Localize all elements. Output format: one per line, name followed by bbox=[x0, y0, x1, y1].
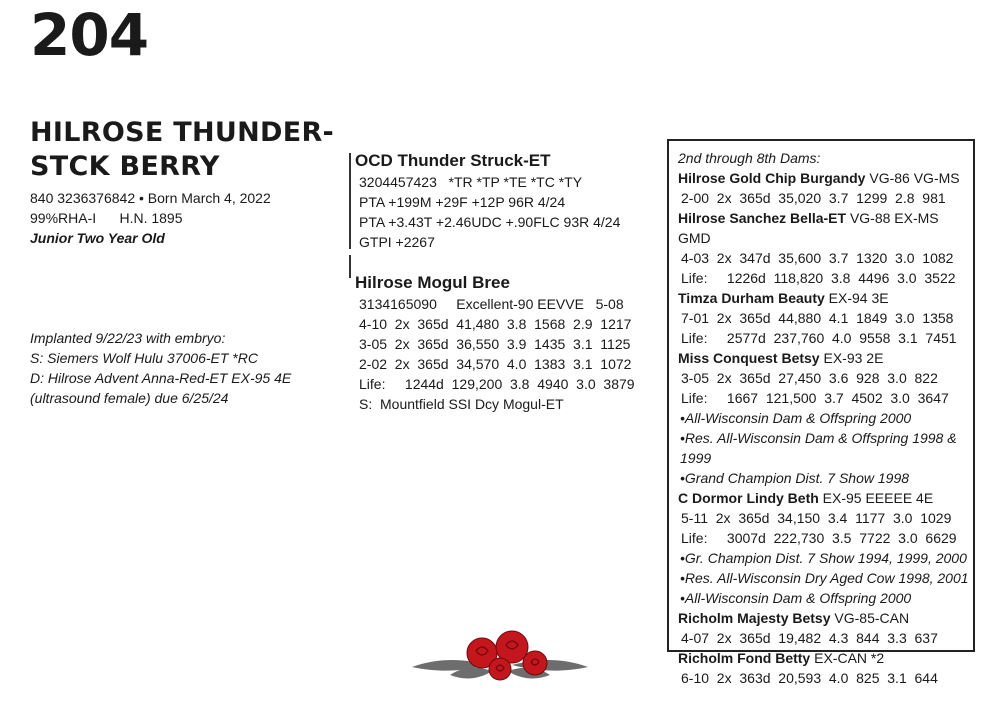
animal-info bbox=[30, 188, 271, 248]
dam-note: •Res. All-Wisconsin Dam & Offspring 1998 & 1999 bbox=[680, 430, 957, 466]
dam-entry-score: VG-86 VG-MS bbox=[865, 170, 960, 186]
dam-block bbox=[354, 272, 635, 414]
dam-note: •Res. All-Wisconsin Dry Aged Cow 1998, 2001 bbox=[680, 570, 969, 586]
dam-entry-score: VG-85-CAN bbox=[830, 610, 910, 626]
dams-heading: 2nd through 8th Dams: bbox=[678, 150, 821, 166]
dam-entry-score: EX-94 3E bbox=[824, 290, 889, 306]
id-line: 840 3236376842 • Born March 4, 2022 bbox=[30, 190, 271, 206]
dam-line: S: Mountfield SSI Dcy Mogul-ET bbox=[359, 396, 564, 412]
dam-name: Hilrose Mogul Bree bbox=[355, 273, 510, 292]
dam-note: •Grand Champion Dist. 7 Show 1998 bbox=[680, 470, 910, 486]
dam-record: 5-11 2x 365d 34,150 3.4 1177 3.0 1029 bbox=[681, 510, 952, 526]
embryo-line: S: Siemers Wolf Hulu 37006-ET *RC bbox=[30, 350, 258, 366]
dam-entry-score: EX-93 2E bbox=[819, 350, 884, 366]
dam-record: Life: 1667 121,500 3.7 4502 3.0 3647 bbox=[681, 390, 949, 406]
dam-entry bbox=[678, 608, 973, 628]
embryo-info bbox=[30, 328, 291, 408]
dam-record: 4-03 2x 347d 35,600 3.7 1320 3.0 1082 bbox=[681, 250, 954, 266]
class-line: Junior Two Year Old bbox=[30, 230, 165, 246]
animal-name: HILROSE THUNDER-STCK BERRY bbox=[30, 117, 335, 182]
rose-ornament-icon bbox=[410, 625, 590, 685]
embryo-line: Implanted 9/22/23 with embryo: bbox=[30, 330, 226, 346]
rha-line: 99%RHA-I H.N. 1895 bbox=[30, 210, 183, 226]
dam-entry-name: Richolm Majesty Betsy bbox=[678, 610, 831, 626]
dam-entry-name: Hilrose Gold Chip Burgandy bbox=[678, 170, 866, 186]
dam-entry bbox=[678, 168, 973, 188]
embryo-line: D: Hilrose Advent Anna-Red-ET EX-95 4E bbox=[30, 370, 292, 386]
dam-entry-score: VG-88 EX-MS GMD bbox=[678, 210, 939, 246]
sire-block bbox=[354, 150, 620, 252]
sire-name: OCD Thunder Struck-ET bbox=[355, 151, 551, 170]
sire-divider bbox=[349, 153, 351, 249]
dam-record: 2-00 2x 365d 35,020 3.7 1299 2.8 981 bbox=[681, 190, 946, 206]
dam-note: •Gr. Champion Dist. 7 Show 1994, 1999, 2000 bbox=[680, 550, 967, 566]
dam-entry-name: Richolm Fond Betty bbox=[678, 650, 811, 666]
sire-line: PTA +3.43T +2.46UDC +.90FLC 93R 4/24 bbox=[359, 214, 621, 230]
dam-entry bbox=[678, 648, 973, 668]
dams-box bbox=[667, 139, 975, 686]
dam-entry bbox=[678, 288, 973, 308]
sire-line: PTA +199M +29F +12P 96R 4/24 bbox=[359, 194, 566, 210]
dam-divider bbox=[349, 255, 351, 278]
dam-entry bbox=[678, 488, 973, 508]
embryo-line: (ultrasound female) due 6/25/24 bbox=[30, 390, 229, 406]
dam-line: 4-10 2x 365d 41,480 3.8 1568 2.9 1217 bbox=[359, 316, 632, 332]
dam-record: Life: 3007d 222,730 3.5 7722 3.0 6629 bbox=[681, 530, 957, 546]
dam-entry-name: Hilrose Sanchez Bella-ET bbox=[678, 210, 847, 226]
dam-note: •All-Wisconsin Dam & Offspring 2000 bbox=[680, 410, 912, 426]
sire-line: 3204457423 *TR *TP *TE *TC *TY bbox=[359, 174, 583, 190]
lot-number: 204 bbox=[30, 1, 149, 69]
dam-entry-score: EX-CAN *2 bbox=[810, 650, 885, 666]
dam-note: •All-Wisconsin Dam & Offspring 2000 bbox=[680, 590, 912, 606]
sire-line: GTPI +2267 bbox=[359, 234, 435, 250]
dam-record: 3-05 2x 365d 27,450 3.6 928 3.0 822 bbox=[681, 370, 938, 386]
dam-line: 2-02 2x 365d 34,570 4.0 1383 3.1 1072 bbox=[359, 356, 632, 372]
dam-entry-name: Timza Durham Beauty bbox=[678, 290, 825, 306]
dam-record: 4-07 2x 365d 19,482 4.3 844 3.3 637 bbox=[681, 630, 938, 646]
dam-record: 6-10 2x 363d 20,593 4.0 825 3.1 644 bbox=[681, 670, 938, 686]
dam-record: 7-01 2x 365d 44,880 4.1 1849 3.0 1358 bbox=[681, 310, 954, 326]
dam-line: 3-05 2x 365d 36,550 3.9 1435 3.1 1125 bbox=[359, 336, 631, 352]
dam-line: 3134165090 Excellent-90 EEVVE 5-08 bbox=[359, 296, 624, 312]
dam-entry bbox=[678, 348, 973, 368]
dam-entry bbox=[678, 208, 973, 248]
dam-entry-name: Miss Conquest Betsy bbox=[678, 350, 820, 366]
dam-entry-score: EX-95 EEEEE 4E bbox=[818, 490, 934, 506]
dam-record: Life: 1226d 118,820 3.8 4496 3.0 3522 bbox=[681, 270, 956, 286]
dam-line: Life: 1244d 129,200 3.8 4940 3.0 3879 bbox=[359, 376, 635, 392]
dam-entry-name: C Dormor Lindy Beth bbox=[678, 490, 819, 506]
dam-record: Life: 2577d 237,760 4.0 9558 3.1 7451 bbox=[681, 330, 957, 346]
